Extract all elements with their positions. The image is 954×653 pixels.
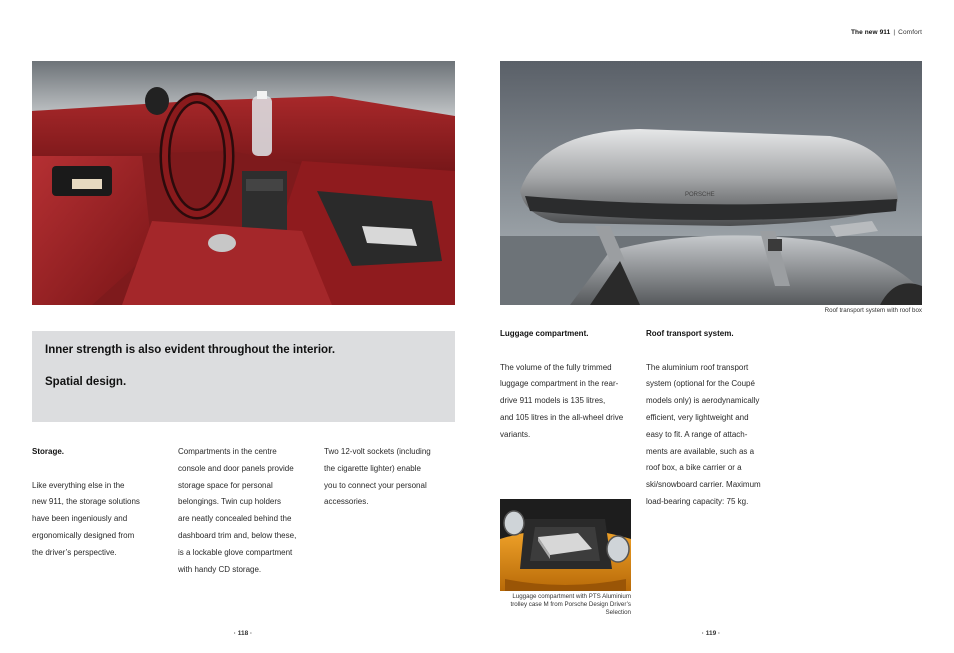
interior-photo-graphic (32, 61, 455, 305)
text-line: ments are available, such as a (646, 446, 755, 456)
text-line: easy to fit. A range of attach- (646, 429, 748, 439)
text-line: belongings. Twin cup holders (178, 497, 282, 507)
text-line: dashboard trim and, below these, (178, 530, 297, 540)
running-header (0, 29, 922, 36)
text-line: Compartments in the centre (178, 447, 277, 456)
text-line: have been ingeniously and (32, 514, 128, 524)
storage-column-2 (178, 444, 318, 578)
text-line: the driver’s perspective. (32, 547, 117, 557)
roofbox-photo (500, 61, 922, 305)
header-separator: | (893, 29, 896, 36)
caption-line: trolley case M from Porsche Design Driver’s (510, 601, 631, 608)
luggage-photo (500, 499, 631, 591)
text-line: accessories. (324, 497, 369, 507)
text-line: is a lockable glove compartment (178, 547, 293, 557)
roofbox-logo: PORSCHE (685, 192, 715, 198)
storage-heading: Storage. (32, 447, 65, 456)
roof-column (646, 326, 786, 511)
text-line: you to connect your personal (324, 480, 427, 490)
roofbox-photo-graphic (500, 61, 922, 305)
text-line: The volume of the fully trimmed (500, 362, 612, 372)
interior-photo (32, 61, 455, 305)
luggage-heading: Luggage compartment. (500, 329, 589, 338)
caption-line: Selection (605, 609, 631, 616)
text-line: efficient, very lightweight and (646, 412, 749, 422)
text-line: are neatly concealed behind the (178, 514, 292, 524)
header-title: The new 911 (850, 29, 891, 36)
text-line: ski/snowboard carrier. Maximum (646, 480, 761, 490)
storage-column-1 (32, 444, 172, 562)
luggage-photo-graphic (500, 499, 631, 591)
header-section: Comfort (898, 29, 922, 36)
roofbox-caption: Roof transport system with roof box (824, 307, 922, 314)
luggage-caption (495, 593, 631, 617)
text-line: The aluminium roof transport (646, 362, 749, 372)
text-line: the cigarette lighter) enable (324, 463, 421, 473)
text-line: roof box, a bike carrier or a (646, 463, 742, 473)
text-line: and 105 litres in the all-wheel drive (500, 412, 624, 422)
caption-line: Luggage compartment with PTS Aluminium (512, 593, 631, 600)
text-line: storage space for personal (178, 480, 273, 490)
page-number-right: · 119 · (701, 630, 721, 637)
text-line: system (optional for the Coupé (646, 379, 755, 389)
callout-line-2: Spatial design. (45, 376, 127, 388)
text-line: ergonomically designed from (32, 530, 135, 540)
storage-column-3 (324, 444, 464, 511)
text-line: new 911, the storage solutions (32, 497, 140, 507)
text-line: models only) is aerodynamically (646, 396, 760, 406)
page-number-left: · 118 · (233, 630, 253, 637)
text-line: load-bearing capacity: 75 kg. (646, 496, 749, 506)
callout-line-1: Inner strength is also evident throughout the interior. (45, 344, 336, 356)
callout-box (32, 331, 455, 422)
text-line: drive 911 models is 135 litres, (500, 396, 606, 406)
text-line: with handy CD storage. (178, 564, 262, 574)
text-line: luggage compartment in the rear- (500, 379, 619, 389)
text-line: variants. (500, 429, 531, 439)
roof-heading: Roof transport system. (646, 329, 734, 338)
text-line: console and door panels provide (178, 463, 294, 473)
text-line: Like everything else in the (32, 480, 125, 490)
text-line: Two 12-volt sockets (including (324, 447, 431, 456)
luggage-column (500, 326, 640, 444)
